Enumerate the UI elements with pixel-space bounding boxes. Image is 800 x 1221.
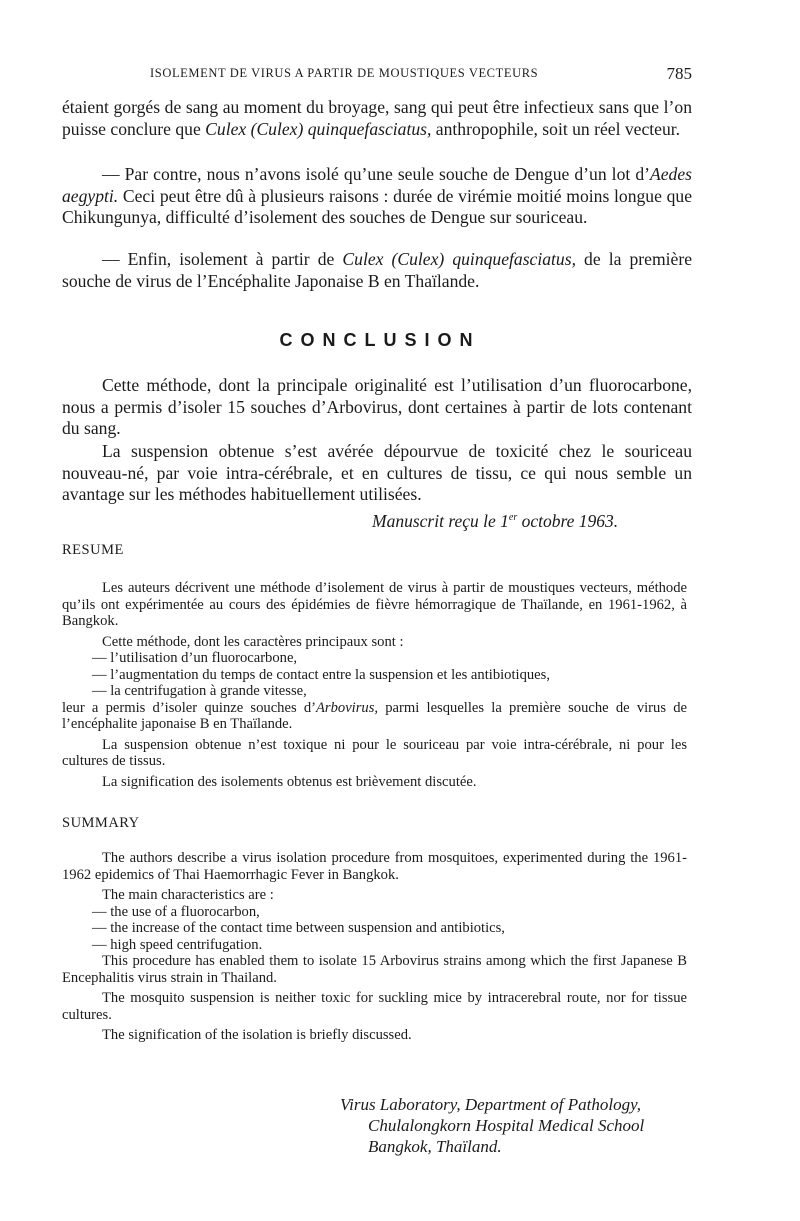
summary-p5: The signification of the isolation is briefly discussed. <box>102 1027 412 1043</box>
p2-text-start: — Par contre, nous n’avons isolé qu’une seule souche de Dengue d’un lot d’ <box>102 164 650 184</box>
resume-p4: La signification des isolements obtenus est brièvement discutée. <box>102 773 477 790</box>
affiliation-line-3: Bangkok, Thaïland. <box>368 1137 502 1156</box>
summary-p2-intro: The main characteristics are : <box>102 887 274 903</box>
affiliation-line-2: Chulalongkorn Hospital Medical School <box>368 1116 645 1135</box>
p1-text-start: étaient gorgés de sang au moment du broyage, sang qui peut être infectieux sans que l’on puisse conclure que <box>62 97 692 139</box>
resume-p3: La suspension obtenue n’est toxique ni pour le souriceau par voie intra-cérébrale, ni pour les cultures de tissus. <box>62 736 687 769</box>
p1-species: Culex (Culex) quinquefasciatus, <box>205 118 432 139</box>
affiliation-line-1: Virus Laboratory, Department of Pathology, <box>340 1095 641 1114</box>
running-header <box>62 64 692 86</box>
resume-label: RESUME <box>62 542 124 558</box>
resume-p2-end-italic: Arbovirus, <box>316 699 379 716</box>
summary-label: SUMMARY <box>62 815 140 831</box>
conclusion-paragraph-2 <box>62 441 692 506</box>
p1-text-end: anthropophile, soit un réel vecteur. <box>431 118 681 139</box>
page-number: 785 <box>666 64 692 83</box>
resume-p2-intro: Cette méthode, dont les caractères principaux sont : <box>102 633 404 650</box>
resume-item-1: — l’utilisation d’un fluorocarbone, <box>92 650 298 666</box>
running-title: ISOLEMENT DE VIRUS A PARTIR DE MOUSTIQUES VECTEURS <box>150 66 539 80</box>
summary-p4: The mosquito suspension is neither toxic for suckling mice by intracerebral route, nor for tissue cultures. <box>62 990 687 1023</box>
conclusion-heading: CONCLUSION <box>279 330 481 350</box>
summary-section <box>62 850 687 1048</box>
resume-p2-end <box>62 700 687 733</box>
p2-species: Aedes aegypti. <box>62 164 692 206</box>
received-date <box>372 511 618 532</box>
received-superscript: er <box>508 512 518 524</box>
summary-p3: This procedure has enabled them to isolate 15 Arbovirus strains among which the first Japanese B Encephalitis virus strain in Thailand. <box>62 953 687 986</box>
conclusion-p1-text: Cette méthode, dont la principale originalité est l’utilisation d’un fluorocarbone, nous a permis d’isoler 15 souches d’Arbovirus, dont certaines à partir de lots contenant du sang. <box>62 375 692 438</box>
body-paragraph-2 <box>62 164 692 229</box>
p2-text-end: Ceci peut être dû à plusieurs raisons : durée de virémie moitié moins longue que Chikungunya, difficulté d’isolement des souches de Dengue sur souriceau. <box>62 185 692 227</box>
summary-p1: The authors describe a virus isolation procedure from mosquitoes, experimented during the 1961-1962 epidemics of Thai Haemorrhagic Fever in Bangkok. <box>62 850 687 883</box>
body-paragraph-3 <box>62 249 692 292</box>
received-suffix: octobre 1963. <box>517 511 619 531</box>
affiliation-block <box>340 1094 644 1157</box>
resume-item-3: — la centrifugation à grande vitesse, <box>92 683 307 699</box>
resume-p1: Les auteurs décrivent une méthode d’isolement de virus à partir de moustiques vecteurs, méthode qu’ils ont expérimentée au cours des épidémies de fièvre hémorragique de Thaïlande, en 1961-1962, à Bangkok. <box>62 580 687 629</box>
conclusion-p2-text: La suspension obtenue s’est avérée dépourvue de toxicité chez le souriceau nouveau-né, par voie intra-cérébrale, et en cultures de tissu, ce qui nous semble un avantage sur les méthodes habituellement utilisées. <box>62 441 692 504</box>
p3-text-start: — Enfin, isolement à partir de <box>102 249 343 269</box>
conclusion-paragraph-1 <box>62 375 692 440</box>
summary-item-1: — the use of a fluorocarbon, <box>92 903 260 920</box>
summary-item-3: — high speed centrifugation. <box>92 936 263 953</box>
summary-item-2: — the increase of the contact time between suspension and antibiotics, <box>92 920 505 936</box>
body-paragraph-1 <box>62 97 692 140</box>
resume-section <box>62 580 687 794</box>
received-prefix: Manuscrit reçu le 1 <box>372 511 509 531</box>
resume-item-2: — l’augmentation du temps de contact entre la suspension et les antibiotiques, <box>92 666 550 683</box>
p3-text-end: de la première souche de virus de l’Encéphalite Japonaise B en Thaïlande. <box>62 249 692 291</box>
resume-p2-end-rest: parmi lesquelles la première souche de virus de l’encéphalite japonaise B en Thaïlande. <box>62 699 687 732</box>
resume-p2-end-start: leur a permis d’isoler quinze souches d’ <box>62 699 317 716</box>
p3-species: Culex (Culex) quinquefasciatus, <box>342 249 576 269</box>
